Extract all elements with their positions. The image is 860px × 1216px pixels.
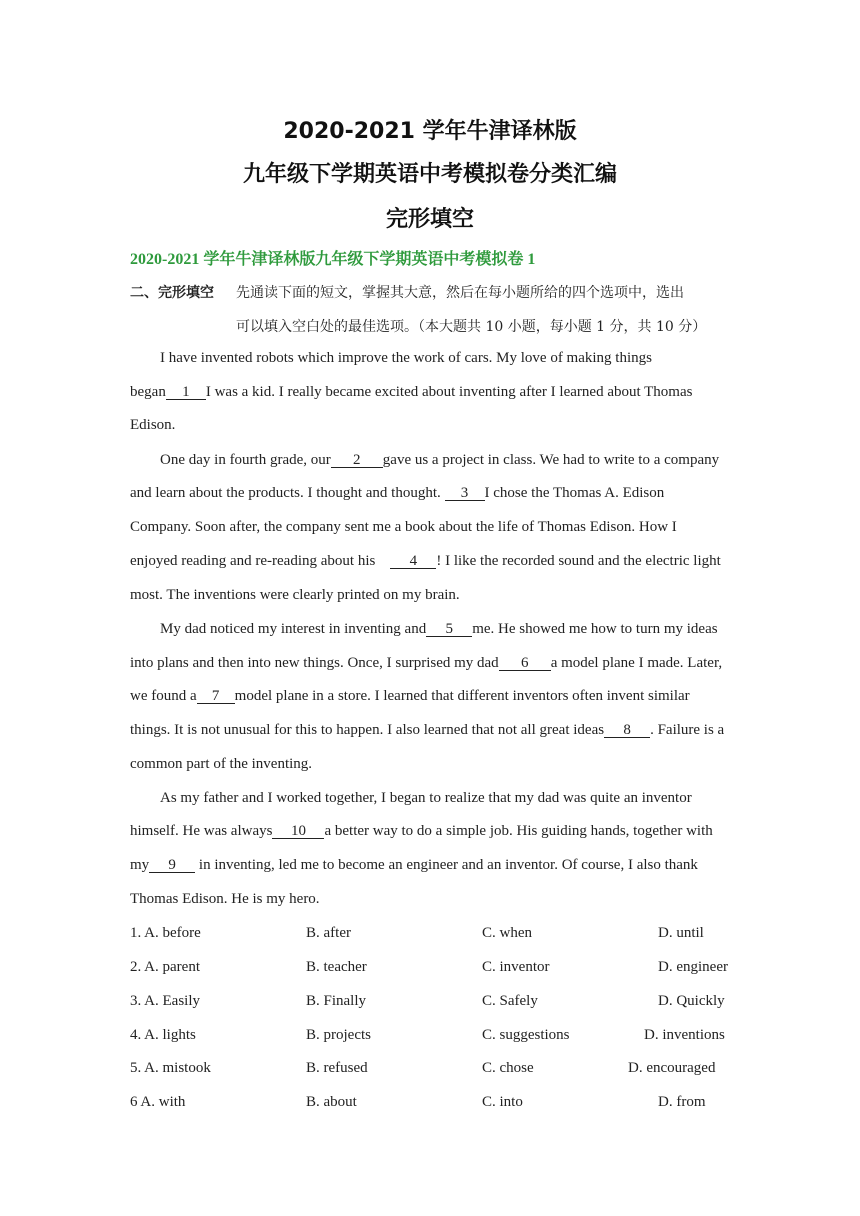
passage-line: Edison. <box>130 417 176 433</box>
passage-text: ! I like the recorded sound and the electric light <box>436 553 721 569</box>
option-a: 2. A. parent <box>130 959 200 975</box>
passage-text: into plans and then into new things. Once, I surprised my dad <box>130 655 499 671</box>
blank-5: 5 <box>426 622 472 637</box>
passage-text: One day in fourth grade, our <box>160 452 331 468</box>
option-b: B. after <box>306 925 351 941</box>
instruction-line1: 先通读下面的短文，掌握其大意，然后在每小题所给的四个选项中，选出 <box>236 285 684 301</box>
passage-text: we found a <box>130 688 197 704</box>
blank-9: 9 <box>149 858 195 873</box>
option-c: C. into <box>482 1094 523 1110</box>
option-b: B. refused <box>306 1060 368 1076</box>
passage-text: my <box>130 857 150 873</box>
option-d: D. until <box>658 925 704 941</box>
passage-text: enjoyed reading and re-reading about his <box>130 553 376 569</box>
doc-title-line3: 完形填空 <box>385 207 474 232</box>
passage-line: most. The inventions were clearly printed on my brain. <box>130 587 460 603</box>
option-b: B. about <box>306 1094 357 1110</box>
passage-line <box>130 384 692 401</box>
blank-1: 1 <box>166 385 206 400</box>
passage-text: things. It is not unusual for this to happen. I also learned that not all great ideas <box>130 722 605 738</box>
passage-text: a model plane I made. Later, <box>550 655 723 671</box>
option-d: D. from <box>658 1094 706 1110</box>
passage-text: himself. He was always <box>130 823 273 839</box>
blank-4: 4 <box>390 554 436 569</box>
passage-line <box>130 823 713 840</box>
option-a: 6 A. with <box>130 1094 186 1110</box>
passage-line: Thomas Edison. He is my hero. <box>130 891 320 907</box>
passage-line <box>160 452 719 469</box>
passage-text: I chose the Thomas A. Edison <box>484 485 665 501</box>
option-a: 4. A. lights <box>130 1027 196 1043</box>
instruction-line2: 可以填入空白处的最佳选项。（本大题共 10 小题，每小题 1 分，共 10 分） <box>236 319 707 335</box>
passage-line: common part of the inventing. <box>130 756 313 772</box>
option-c: C. suggestions <box>482 1027 570 1043</box>
exam-subtitle: 2020-2021 学年牛津译林版九年级下学期英语中考模拟卷 1 <box>130 251 536 268</box>
passage-text: model plane in a store. I learned that different inventors often invent similar <box>234 688 690 704</box>
option-b: B. teacher <box>306 959 367 975</box>
passage-text: began <box>130 384 166 400</box>
passage-line <box>130 655 722 672</box>
option-b: B. projects <box>306 1027 371 1043</box>
passage-text: me. He showed me how to turn my ideas <box>472 621 718 637</box>
passage-text: gave us a project in class. We had to write to a company <box>382 452 720 468</box>
passage-line: I have invented robots which improve the work of cars. My love of making things <box>160 350 652 366</box>
blank-8: 8 <box>604 723 650 738</box>
passage-text: . Failure is a <box>650 722 725 738</box>
option-d: D. Quickly <box>658 993 725 1009</box>
option-b: B. Finally <box>306 993 367 1009</box>
option-a: 1. A. before <box>130 925 201 941</box>
blank-10: 10 <box>272 824 324 839</box>
option-c: C. Safely <box>482 993 538 1009</box>
passage-line <box>130 553 721 570</box>
passage-text: and learn about the products. I thought and thought. <box>130 485 441 501</box>
passage-line <box>130 857 698 874</box>
passage-text: My dad noticed my interest in inventing and <box>160 621 427 637</box>
passage-line <box>160 621 718 638</box>
doc-title-line1: 2020-2021 学年牛津译林版 <box>283 119 577 144</box>
passage-text: a better way to do a simple job. His guiding hands, together with <box>324 823 713 839</box>
option-a: 3. A. Easily <box>130 993 200 1009</box>
option-d: D. inventions <box>644 1027 725 1043</box>
blank-7: 7 <box>197 689 235 704</box>
section-label: 二、完形填空 <box>130 285 214 301</box>
passage-line: Company. Soon after, the company sent me a book about the life of Thomas Edison. How I <box>130 519 677 535</box>
passage-line <box>130 485 664 502</box>
doc-title-line2: 九年级下学期英语中考模拟卷分类汇编 <box>242 162 617 187</box>
passage-line <box>130 722 724 739</box>
passage-line: As my father and I worked together, I began to realize that my dad was quite an inventor <box>160 790 692 806</box>
passage-line <box>130 688 690 705</box>
passage-text: in inventing, led me to become an engineer and an inventor. Of course, I also thank <box>198 857 698 873</box>
option-a: 5. A. mistook <box>130 1060 211 1076</box>
blank-6: 6 <box>499 656 551 671</box>
option-d: D. encouraged <box>628 1060 716 1076</box>
option-c: C. when <box>482 925 532 941</box>
option-c: C. chose <box>482 1060 534 1076</box>
option-d: D. engineer <box>658 959 728 975</box>
option-c: C. inventor <box>482 959 550 975</box>
blank-2: 2 <box>331 453 383 468</box>
blank-3: 3 <box>445 486 485 501</box>
passage-text: I was a kid. I really became excited about inventing after I learned about Thomas <box>205 384 693 400</box>
